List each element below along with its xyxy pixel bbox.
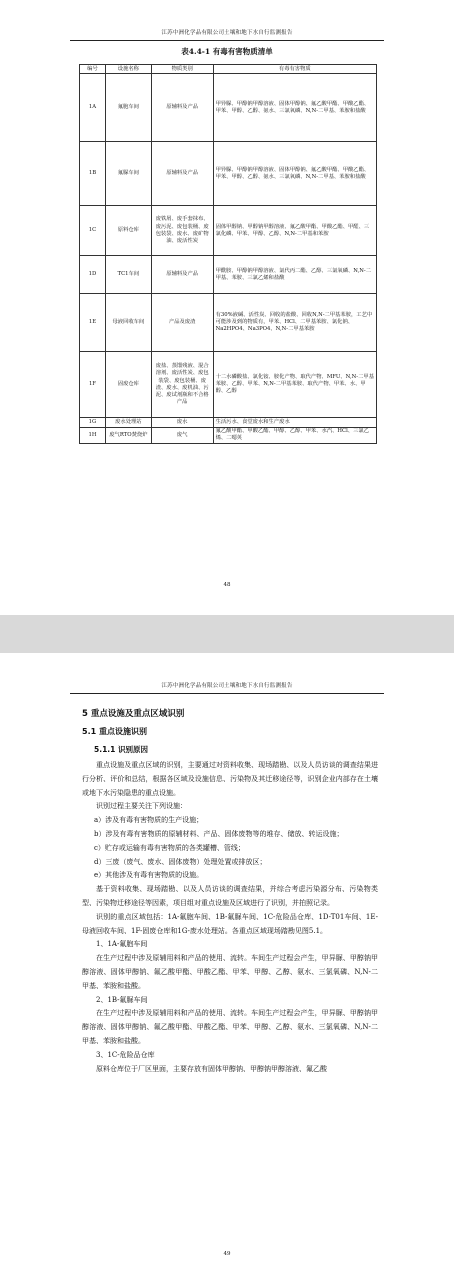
row-id: 1D [80, 256, 106, 294]
toxic-substances: 有30%液碱、活性炭、回收的盐酸、回收N,N-二甲基苯胺，工艺中可能涉及到的物质有，甲苯、HCl、二甲基苯胺、氯化钠、Na2HPO4、Na3PO4、N,N-二甲基苯胺 [213, 294, 376, 352]
subsubsection-heading: 5.1.1 识别原因 [94, 745, 148, 754]
toxic-substances: 甲酰胺、甲醇钠甲醇溶液、氯代丙二酯、乙醇、三氯氧磷、N,N-二甲基、苯胺、三氯乙烯和盐酸 [213, 256, 376, 294]
page-body [82, 705, 378, 1076]
substance-category: 废铁屑、废手套抹布、废污泥、废包装桶、废包装袋、废水、废矿物油、废活性炭 [151, 206, 213, 256]
table-row [80, 418, 377, 427]
substance-category: 原辅料及产品 [151, 142, 213, 206]
paragraph: 重点设施及重点区域的识别，主要通过对资料收集、现场踏勘、以及人员访谈的调查结果进行分析、评价和总结，根据各区域及设施信息、污染物及其迁移途径等，识别企业内部存在土壤或地下水污染隐患的重点设施。 [82, 761, 378, 797]
substance-category: 产品及废渣 [151, 294, 213, 352]
table-row [80, 142, 377, 206]
substance-category: 废水 [151, 418, 213, 427]
toxic-substances: 甲异脲、甲醇钠甲醇溶液、固体甲醇钠、氟乙酸甲酯、甲酸乙酯、甲苯、甲醇、乙醇、氨水、三氯氧磷、N,N-二甲基、苯胺和盐酸 [213, 74, 376, 142]
table-row [80, 206, 377, 256]
substance-category: 废气 [151, 427, 213, 444]
column-header: 设施名称 [105, 65, 151, 74]
list-item: a）涉及有毒有害物质的生产设施； [94, 816, 204, 825]
paragraph: 在生产过程中涉及原辅用料和产品的使用、流转。车间生产过程会产生，甲异脲、甲醇钠甲醇溶液、固体甲醇钠、氟乙酸甲酯、甲酸乙酯、甲苯、甲醇、乙醇、氨水、三氯氧磷、N,N-二甲基、苯胺和盐酸。 [82, 954, 378, 990]
substance-category: 原辅料及产品 [151, 256, 213, 294]
toxic-substances-table [79, 64, 377, 444]
row-id: 1G [80, 418, 106, 427]
page-header: 江苏中洲化学品有限公司土壤和地下水自行监测报告 [70, 28, 384, 41]
subsection-heading: 5.1 重点设施识别 [82, 727, 147, 736]
facility-name: TC1车间 [105, 256, 151, 294]
column-header: 物质类别 [151, 65, 213, 74]
row-id: 1F [80, 352, 106, 418]
toxic-substances: 十二水磷酸盐、氯化铵、胺化产物、取代产物、MFU、N,N-二甲基苯胺、乙醇、甲苯、N,N-二甲基苯胺、取代产物、甲苯、水、甲醇、乙醇 [213, 352, 376, 418]
row-id: 1C [80, 206, 106, 256]
toxic-substances: 生活污水、食堂废水和生产废水 [213, 418, 376, 427]
row-id: 1H [80, 427, 106, 444]
list-item: b）涉及有毒有害物质的原辅材料、产品、固体废物等的堆存、储放、转运设施； [94, 829, 344, 838]
page-number: 48 [223, 582, 231, 588]
list-item: c）贮存或运输有毒有害物质的各类罐槽、管线； [94, 843, 245, 852]
row-id: 1A [80, 74, 106, 142]
paragraph: 识别的重点区域包括：1A-氟胞车间、1B-氟脲车间、1C-危险品仓库、1D-T01车间、1E-母液回收车间、1F-固废仓库和1G-废水处理站。各重点区域现场踏勘见图5.1。 [82, 912, 378, 935]
table-row [80, 427, 377, 444]
table-row [80, 74, 377, 142]
substance-category: 原辅料及产品 [151, 74, 213, 142]
subheading: 3、1C-危险品仓库 [96, 1050, 155, 1059]
facility-name: 废水处理站 [105, 418, 151, 427]
table-row [80, 352, 377, 418]
facility-name: 母液回收车间 [105, 294, 151, 352]
facility-name: 废气RTO焚烧炉 [105, 427, 151, 444]
toxic-substances: 氟乙酸甲酯、甲酸乙酯、甲醇、乙醇、甲苯、水汽、HCl、三氯乙烯、二噁英 [213, 427, 376, 444]
section-heading: 5 重点设施及重点区域识别 [82, 709, 185, 719]
facility-name: 固废仓库 [105, 352, 151, 418]
table-header-row [80, 65, 377, 74]
subheading: 2、1B-氟脲车间 [96, 995, 148, 1004]
table-row [80, 256, 377, 294]
facility-name: 氟胞车间 [105, 74, 151, 142]
page-header: 江苏中洲化学品有限公司土壤和地下水自行监测报告 [70, 681, 384, 694]
paragraph: 识别过程主要关注下列设施： [96, 802, 187, 811]
paragraph: 在生产过程中涉及原辅用料和产品的使用、流转。车间生产过程会产生，甲异脲、甲醇钠甲醇溶液、固体甲醇钠、氟乙酸甲酯、甲酸乙酯、甲苯、甲醇、乙醇、氨水、三氯氧磷、N,N-二甲基、苯胺和盐酸。 [82, 1009, 378, 1045]
row-id: 1E [80, 294, 106, 352]
column-header: 编号 [80, 65, 106, 74]
list-item: d）三废（废气、废水、固体废物）处理处置或排放区； [94, 857, 267, 866]
substance-category: 废盐、蒸馏残液、混合溶剂、废活性炭、废包装袋、废包装桶、废渣、废水、废机油、污泥、废试剂瓶和不合格产品 [151, 352, 213, 418]
paragraph: 基于资料收集、现场踏勘、以及人员访谈的调查结果，并综合考虑污染源分布、污染物类型、污染物迁移途径等因素，项目组对重点设施及区域进行了识别，并拍照记录。 [82, 885, 378, 907]
facility-name: 氟脲车间 [105, 142, 151, 206]
list-item: e）其他涉及有毒有害物质的设施。 [94, 871, 204, 880]
subheading: 1、1A-氟胞车间 [96, 940, 148, 949]
facility-name: 原料仓库 [105, 206, 151, 256]
toxic-substances: 甲异脲、甲醇钠甲醇溶液、固体甲醇钠、氟乙酸甲酯、甲酸乙酯、甲苯、甲醇、乙醇、氨水、三氯氧磷、N,N-二甲基、苯胺和盐酸 [213, 142, 376, 206]
report-page-49 [0, 653, 454, 1268]
table-row [80, 294, 377, 352]
report-page-48 [0, 0, 454, 615]
table-caption: 表4.4-1 有毒有害物质清单 [181, 47, 273, 56]
column-header: 有毒有害物质 [213, 65, 376, 74]
page-number: 49 [223, 1251, 231, 1257]
toxic-substances: 固体甲醇钠、甲醇钠甲醇溶液、氟乙酸甲酯、甲酸乙酯、甲醛、三氯化磷、甲苯、甲醇、乙醇、N,N-二甲基和苯胺 [213, 206, 376, 256]
row-id: 1B [80, 142, 106, 206]
paragraph: 原料仓库位于厂区里面，主要存放有固体甲醇钠、甲醇钠甲醇溶液、氟乙酸 [96, 1064, 327, 1073]
